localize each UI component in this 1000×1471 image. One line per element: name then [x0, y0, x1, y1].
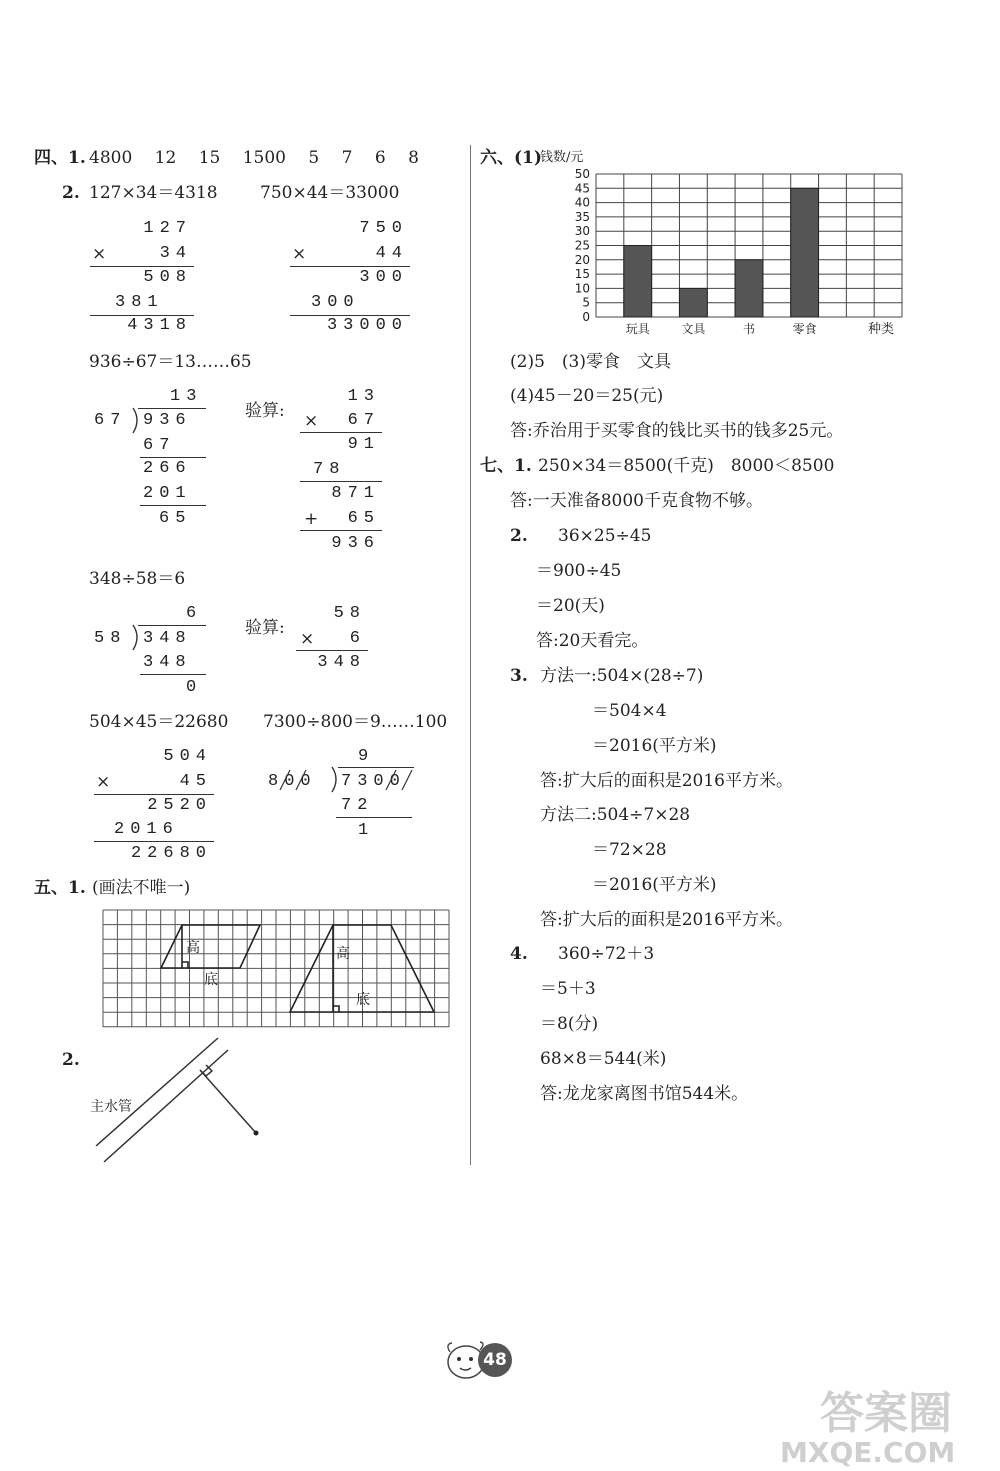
s7-q4-answer: 答:龙龙家离图书馆544米。 — [540, 1084, 749, 1104]
s7-q3a-line1: 方法一:504×(28÷7) — [540, 666, 704, 686]
c1-times: × — [304, 411, 319, 431]
y-tick-label: 10 — [574, 281, 590, 296]
d2-step1: 348 — [143, 653, 192, 672]
y-tick-label: 0 — [582, 310, 590, 324]
s7-q3b-line2: ＝72×28 — [592, 840, 667, 860]
s5-note: (画法不唯一) — [92, 878, 191, 898]
s7-q4-line1: 360÷72＋3 — [558, 944, 655, 964]
section-4-label: 四、1. — [34, 148, 86, 168]
s7-q3a-line2: ＝504×4 — [592, 701, 667, 721]
s7-q3a-line3: ＝2016(平方米) — [592, 736, 717, 756]
bar-0 — [624, 246, 652, 318]
page-number: 48 — [478, 1343, 512, 1377]
d2-quotient: 6 — [186, 604, 203, 623]
y-tick-label: 40 — [574, 195, 590, 210]
s4-eq3: 936÷67＝13……65 — [89, 352, 252, 372]
s5-q2-label: 2. — [62, 1050, 80, 1070]
c1-mult: 67 — [347, 411, 380, 430]
v1-mult: 34 — [159, 244, 192, 263]
s7-q2-line2: ＝900÷45 — [536, 561, 622, 581]
v1-top: 127 — [143, 219, 192, 238]
c2-mult: 6 — [349, 629, 366, 648]
s7-q3b-line1: 方法二:504÷7×28 — [540, 805, 691, 825]
d3-divisor: 800 — [268, 772, 317, 791]
pipe-diagram — [92, 1038, 292, 1168]
c2-times: × — [300, 629, 315, 649]
watermark-logo: 答案圈 — [820, 1388, 952, 1439]
parallelogram-trapezoid-grid — [103, 910, 453, 1028]
s7-q1-eq: 250×34＝8500(千克) 8000＜8500 — [538, 456, 835, 476]
chart-xlabel: 种类 — [868, 322, 895, 337]
d1-divisor: 67 — [94, 411, 127, 430]
c2-result: 348 — [317, 653, 366, 672]
s4-eq6: 7300÷800＝9……100 — [263, 712, 448, 732]
s7-q3b-answer: 答:扩大后的面积是2016平方米。 — [540, 910, 793, 930]
s4-eq2: 750×44＝33000 — [260, 183, 400, 203]
d1-step2: 266 — [143, 459, 192, 478]
s7-q2-line3: ＝20(天) — [536, 596, 605, 616]
y-tick-label: 35 — [574, 209, 590, 224]
d3-dividend: 7300 — [341, 772, 406, 791]
c1-sum: 871 — [331, 484, 380, 503]
v2-top: 750 — [359, 219, 408, 238]
x-tick-label: 文具 — [681, 322, 706, 336]
pipe-label: 主水管 — [90, 1099, 132, 1115]
v2-result: 33000 — [326, 316, 408, 335]
check-label-2: 验算: — [245, 618, 285, 638]
v2-p1: 300 — [359, 268, 408, 287]
base-label-1: 底 — [204, 972, 218, 988]
spending-bar-chart — [560, 160, 920, 360]
s7-q3a-answer: 答:扩大后的面积是2016平方米。 — [540, 771, 793, 791]
s7-q3-label: 3. — [510, 666, 528, 686]
s6-answer-2-3: (2)5 (3)零食 文具 — [510, 352, 671, 372]
v3-result: 22680 — [130, 844, 212, 863]
section-6-label: 六、(1) — [480, 148, 542, 168]
v3-times: × — [96, 772, 111, 792]
s4-eq5: 504×45＝22680 — [89, 712, 229, 732]
cancel-zeros-marks — [276, 770, 426, 792]
check-label-1: 验算: — [245, 401, 285, 421]
section-5-label: 五、1. — [34, 878, 86, 898]
v3-p1: 2520 — [147, 796, 212, 815]
v2-mult: 44 — [375, 244, 408, 263]
v1-times: × — [92, 244, 107, 264]
x-tick-label: 书 — [742, 322, 756, 336]
d2-dividend: 348 — [143, 629, 192, 648]
bar-2 — [735, 260, 763, 317]
c1-p1: 91 — [347, 435, 380, 454]
v1-p2: 381 — [115, 293, 164, 312]
bar-1 — [679, 288, 707, 317]
d1-remainder: 65 — [159, 509, 192, 528]
s7-q1-answer: 答:一天准备8000千克食物不够。 — [510, 491, 763, 511]
v3-p2: 2016 — [114, 820, 179, 839]
y-tick-label: 25 — [574, 238, 590, 253]
base-label-2: 底 — [356, 992, 370, 1008]
v1-p1: 508 — [143, 268, 192, 287]
height-label-2: 高 — [336, 946, 350, 962]
y-tick-label: 15 — [574, 267, 590, 282]
d1-dividend: 936 — [143, 411, 192, 430]
y-tick-label: 5 — [582, 295, 590, 310]
d2-remainder: 0 — [186, 678, 203, 697]
v2-times: × — [292, 244, 307, 264]
d2-divisor: 58 — [94, 629, 127, 648]
y-tick-label: 50 — [574, 167, 590, 181]
watermark-text: MXQE.COM — [780, 1436, 956, 1469]
s7-q2-answer: 答:20天看完。 — [536, 631, 649, 651]
d3-quotient: 9 — [358, 747, 375, 766]
y-tick-label: 20 — [574, 252, 590, 267]
x-tick-label: 玩具 — [625, 322, 650, 336]
y-tick-label: 45 — [574, 181, 590, 196]
v3-top: 504 — [163, 747, 212, 766]
c1-plus: + — [304, 509, 319, 529]
s7-q4-label: 4. — [510, 944, 528, 964]
height-label-1: 高 — [186, 940, 200, 956]
s4-q2-label: 2. — [62, 183, 80, 203]
v1-result: 4318 — [127, 316, 192, 335]
s7-q4-line4: 68×8＝544(米) — [540, 1049, 667, 1069]
s7-q4-line2: ＝5＋3 — [540, 979, 596, 999]
s4-eq4: 348÷58＝6 — [89, 569, 186, 589]
d3-remainder: 1 — [358, 821, 375, 840]
bar-3 — [791, 188, 819, 317]
s6-final-answer: 答:乔治用于买零食的钱比买书的钱多25元。 — [510, 421, 844, 441]
s6-answer-4: (4)45－20＝25(元) — [510, 386, 664, 406]
s7-q2-label: 2. — [510, 526, 528, 546]
section-7-label: 七、1. — [480, 456, 532, 476]
s4-q1-answers: 4800 12 15 1500 5 7 6 8 — [89, 148, 419, 168]
d1-step1: 67 — [143, 436, 176, 455]
d3-step1: 72 — [341, 796, 374, 815]
c1-top: 13 — [347, 387, 380, 406]
c1-add: 65 — [347, 509, 380, 528]
c1-p2: 78 — [313, 460, 346, 479]
c1-result: 936 — [331, 534, 380, 553]
d1-quotient: 13 — [170, 387, 203, 406]
s7-q4-line3: ＝8(分) — [540, 1014, 599, 1034]
s7-q3b-line3: ＝2016(平方米) — [592, 875, 717, 895]
c2-top: 58 — [333, 604, 366, 623]
s4-eq1: 127×34＝4318 — [89, 183, 218, 203]
column-divider — [470, 145, 471, 1165]
v3-mult: 45 — [179, 772, 212, 791]
v2-p2: 300 — [311, 293, 360, 312]
s7-q2-line1: 36×25÷45 — [558, 526, 652, 546]
x-tick-label: 零食 — [792, 322, 817, 336]
y-tick-label: 30 — [574, 224, 590, 239]
chart-ylabel: 钱数/元 — [540, 150, 584, 165]
d1-step3: 201 — [143, 484, 192, 503]
